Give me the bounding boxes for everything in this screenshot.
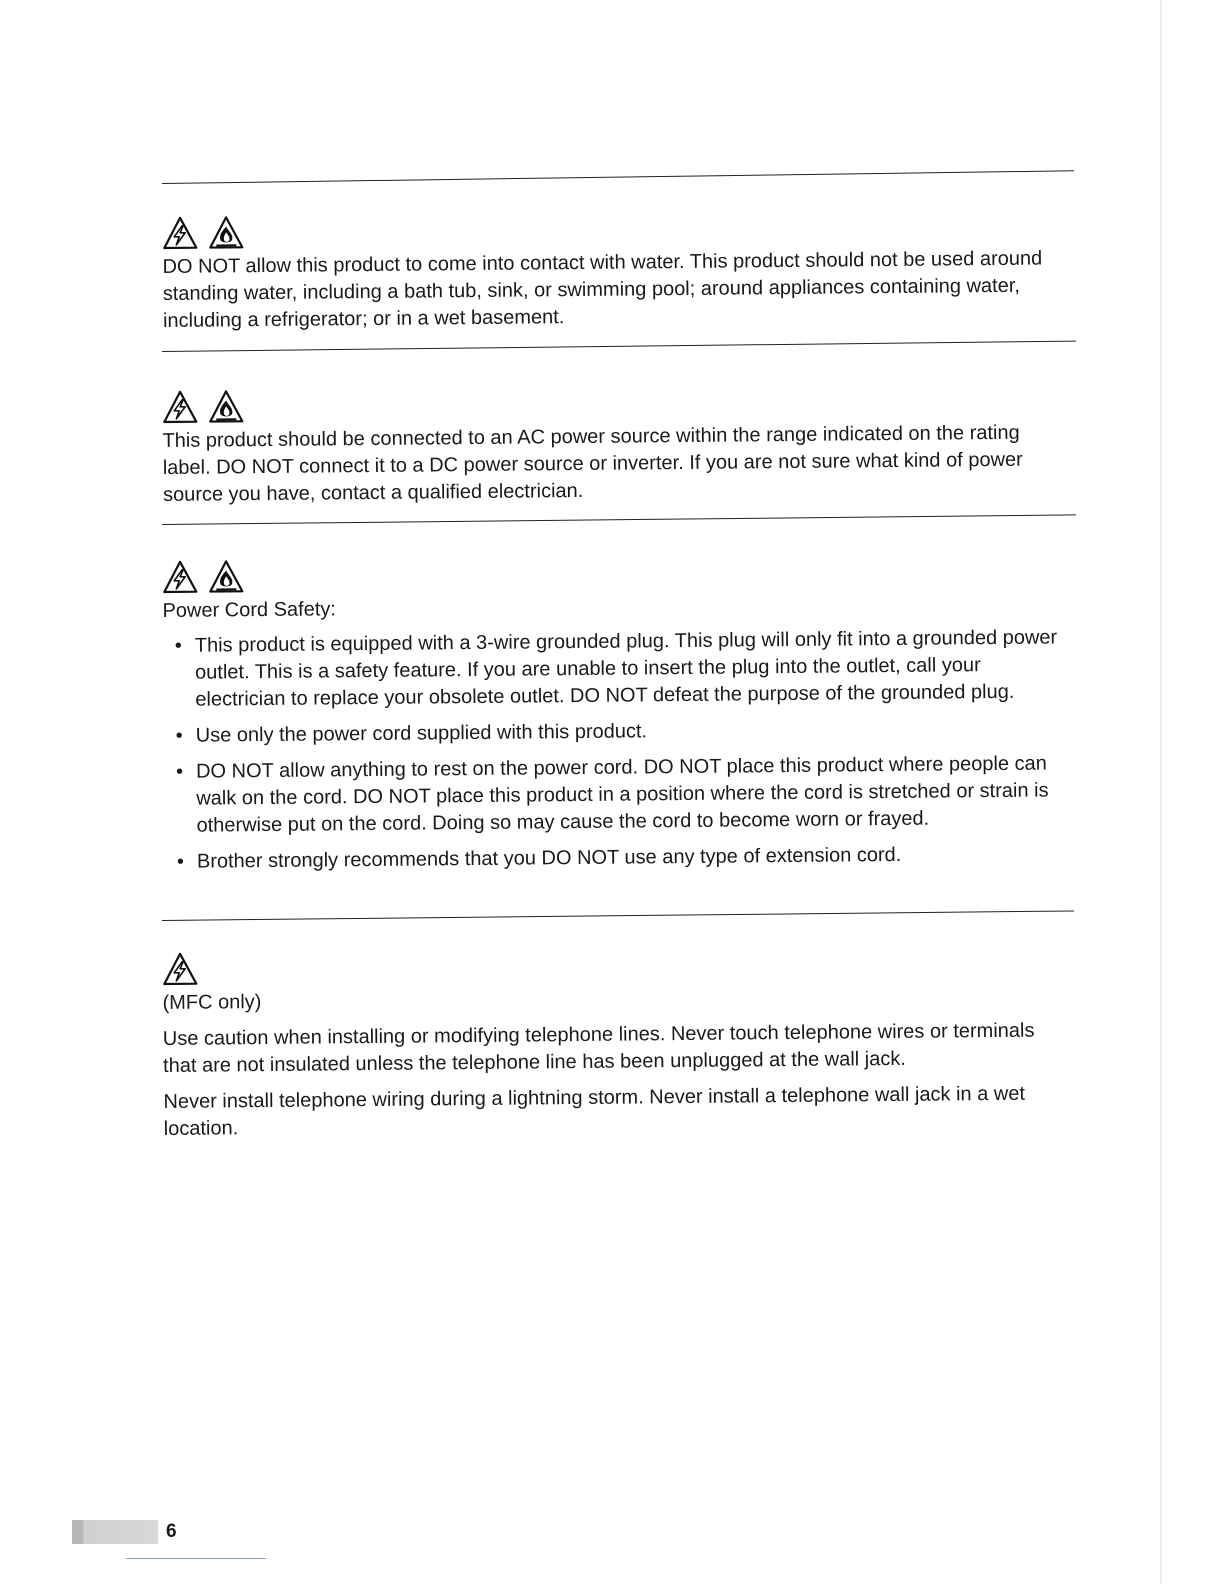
power-source-text: This product should be connected to an AC power source within the range indicated on the rating label. DO NOT connect it to a DC power source or inverter. If you are not sure what kind of power source you have, contact a qualified electrician.: [162, 421, 1023, 506]
list-item: [163, 624, 1074, 714]
list-item: [164, 750, 1075, 840]
power-cord-section: [162, 549, 1075, 885]
electrical-hazard-icon: [162, 216, 198, 250]
list-item: [165, 840, 1075, 876]
fire-hazard-icon: [208, 559, 244, 593]
footer-line: [126, 1558, 266, 1559]
hazard-icons: [162, 549, 1072, 594]
list-item-text: This product is equipped with a 3-wire grounded plug. This plug will only fit into a grounded power outlet. This is a safety feature. If you are unable to insert the plug into the outlet, call your electrician to replace your obsolete outlet. DO NOT defeat the purpose of the grounded plug.: [194, 626, 1058, 711]
bullet: •: [175, 724, 183, 747]
page-edge-shadow: [1160, 0, 1162, 1584]
list-item: [164, 714, 1074, 750]
power-cord-list: [163, 624, 1075, 876]
list-item-text: Brother strongly recommends that you DO NOT use any type of extension cord.: [196, 843, 902, 873]
fire-hazard-icon: [208, 389, 244, 423]
list-item-text: Use only the power cord supplied with this product.: [195, 720, 648, 747]
bullet: •: [176, 850, 185, 873]
electrical-hazard-icon: [162, 560, 198, 594]
bullet: •: [175, 760, 184, 783]
electrical-hazard-icon: [162, 952, 198, 986]
power-source-section: [162, 379, 1073, 509]
list-item-text: DO NOT allow anything to rest on the power cord. DO NOT place this product where people can walk on the cord. DO NOT place this product in a position where the cord is stretched or strain is otherwise put on the cord. Doing so may cause the cord to become worn or frayed.: [195, 752, 1049, 837]
electrical-hazard-icon: [162, 390, 198, 424]
mfc-only-note: (MFC only): [162, 991, 262, 1014]
page-number-tab: [72, 1520, 158, 1544]
telephone-wiring-text: Never install telephone wiring during a lightning storm. Never install a telephone wall jack in a wet location.: [163, 1082, 1026, 1140]
bullet: •: [174, 634, 182, 657]
section-divider-top: [162, 170, 1074, 184]
section-divider-1: [162, 341, 1076, 352]
power-cord-heading: Power Cord Safety:: [162, 598, 337, 622]
page-number: 6: [166, 1521, 177, 1542]
section-divider-3: [162, 910, 1074, 921]
fire-hazard-icon: [208, 215, 244, 249]
water-safety-text: DO NOT allow this product to come into contact with water. This product should not be used around standing water, including a bath tub, sink, or swimming pool; around appliances containing water, including a refrigerator; or in a wet basement.: [162, 247, 1043, 332]
hazard-icons: [162, 379, 1072, 424]
telephone-line-section: [162, 941, 1074, 1143]
hazard-icons: [162, 941, 1072, 986]
section-divider-2: [162, 514, 1076, 525]
water-safety-section: [162, 205, 1073, 335]
telephone-caution-text: Use caution when installing or modifying telephone lines. Never touch telephone wires or terminals that are not insulated unless the telephone line has been unplugged at the wall jack.: [162, 1019, 1035, 1077]
hazard-icons: [162, 205, 1072, 250]
